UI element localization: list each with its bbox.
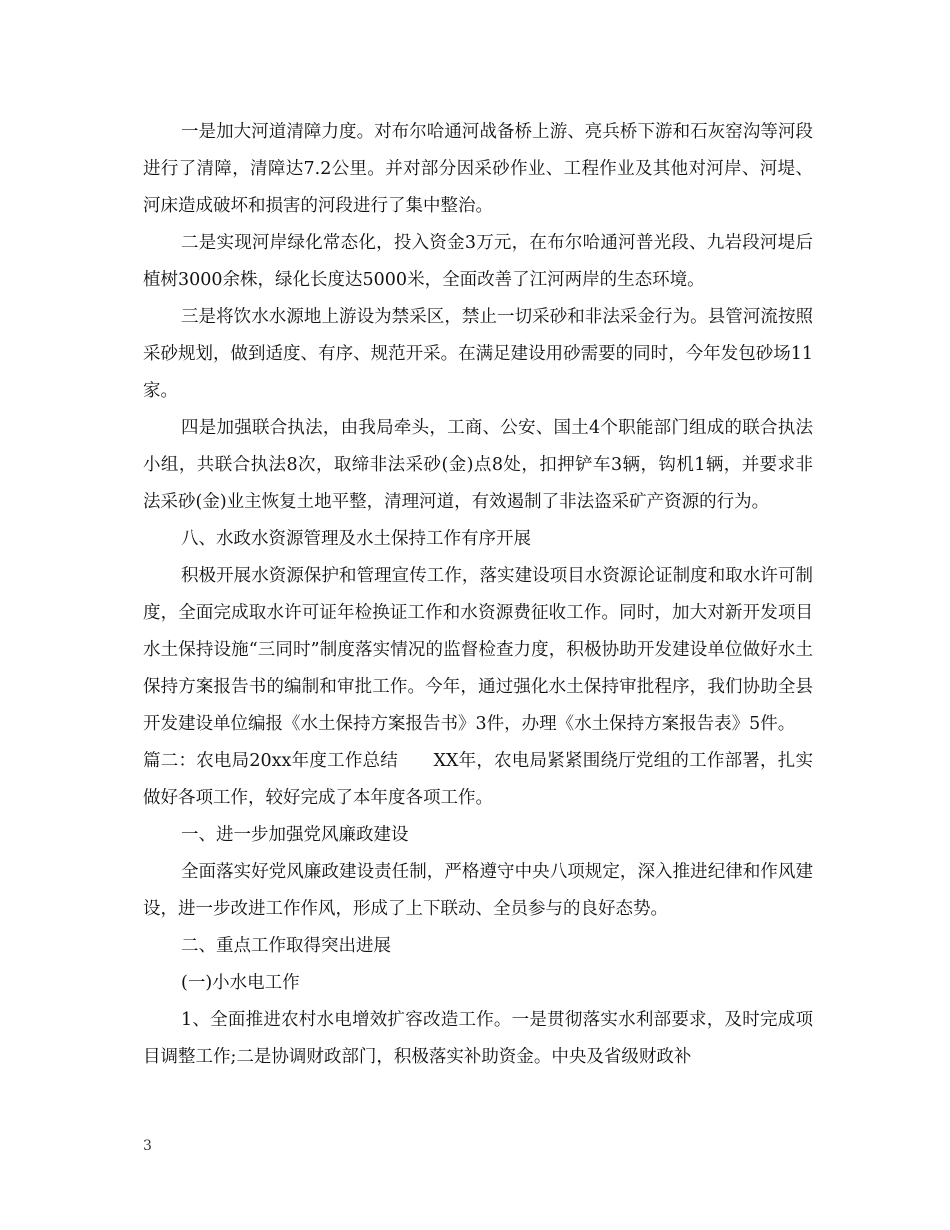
document-body (143, 114, 813, 1076)
paragraph-joint-enforcement: 四是加强联合执法，由我局牵头，工商、公安、国土4个职能部门组成的联合执法小组，共联合执法8次，取缔非法采砂(金)点8处，扣押铲车3辆，钩机1辆，并要求非法采砂(金)业主恢复土地平整，清理河道，有效遏制了非法盗采矿产资源的行为。 (143, 418, 813, 512)
section-heading-party-conduct: 一、进一步加强党风廉政建设 (181, 825, 409, 845)
paragraph-hydro-upgrade: 1、全面推进农村水电增效扩容改造工作。一是贯彻落实水利部要求，及时完成项目调整工作;二是协调财政部门，积极落实补助资金。中央及省级财政补 (143, 1010, 813, 1067)
paragraph-water-resources: 积极开展水资源保护和管理宣传工作，落实建设项目水资源论证制度和取水许可制度，全面完成取水许可证年检换证工作和水资源费征收工作。同时，加大对新开发项目水土保持设施“三同时”制度落实情况的监督检查力度，积极协助开发建设单位做好水土保持方案报告书的编制和审批工作。今年，通过强化水土保持审批程序，我们协助全县开发建设单位编报《水土保持方案报告书》3件，办理《水土保持方案报告表》5件。 (143, 566, 813, 734)
paragraph-party-conduct: 全面落实好党风廉政建设责任制，严格遵守中央八项规定，深入推进纪律和作风建设，进一步改进工作作风，形成了上下联动、全员参与的良好态势。 (143, 862, 813, 919)
paragraph-no-mining-zone: 三是将饮水水源地上游设为禁采区，禁止一切采砂和非法采金行为。县管河流按照采砂规划，做到适度、有序、规范开采。在满足建设用砂需要的同时，今年发包砂场11家。 (143, 307, 813, 401)
page-number: 3 (143, 1138, 152, 1154)
section-heading-key-work: 二、重点工作取得突出进展 (181, 936, 391, 956)
paragraph-river-greening: 二是实现河岸绿化常态化，投入资金3万元，在布尔哈通河普光段、九岩段河堤后植树3000余株，绿化长度达5000米，全面改善了江河两岸的生态环境。 (143, 233, 813, 290)
paragraph-river-clearing: 一是加大河道清障力度。对布尔哈通河战备桥上游、亮兵桥下游和石灰窑沟等河段进行了清障，清障达7.2公里。并对部分因采砂作业、工程作业及其他对河岸、河堤、河床造成破坏和损害的河段进行了集中整治。 (143, 122, 813, 216)
paragraph-part-two-intro: 篇二：农电局20xx年度工作总结 XX年，农电局紧紧围绕厅党组的工作部署，扎实做好各项工作，较好完成了本年度各项工作。 (143, 751, 813, 808)
section-heading-water-admin: 八、水政水资源管理及水土保持工作有序开展 (181, 529, 531, 549)
subsection-heading-small-hydro: (一)小水电工作 (181, 973, 300, 993)
